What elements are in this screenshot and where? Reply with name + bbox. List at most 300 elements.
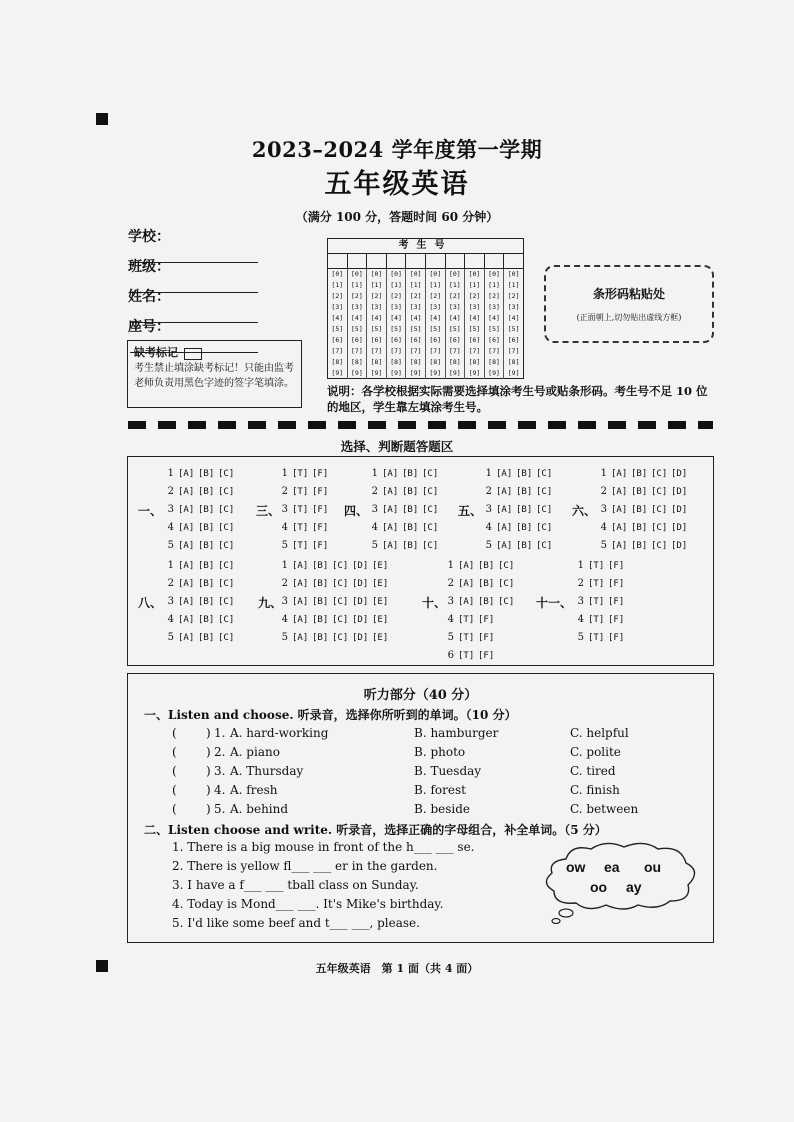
answer-bubble[interactable]: [C] <box>536 523 553 533</box>
answer-bubble[interactable]: [B] <box>631 505 648 515</box>
digit-bubble[interactable]: [0] <box>488 270 500 278</box>
digit-bubble[interactable]: [4] <box>448 314 461 322</box>
digit-bubble[interactable]: [0] <box>448 270 461 278</box>
exam-number-digit-box[interactable] <box>367 254 387 268</box>
absent-checkbox[interactable] <box>184 348 202 360</box>
answer-bubble[interactable]: [B] <box>478 579 495 589</box>
answer-bubble[interactable]: [A] <box>178 561 195 571</box>
digit-bubble[interactable]: [0] <box>409 270 422 278</box>
answer-bubble[interactable]: [B] <box>516 487 533 497</box>
dashed-divider <box>128 421 713 429</box>
digit-bubble[interactable]: [6] <box>468 336 481 344</box>
name-field[interactable]: 姓名： <box>128 286 293 323</box>
answer-bubble[interactable]: [C] <box>651 469 668 479</box>
answer-bubble[interactable]: [F] <box>608 561 625 571</box>
digit-bubble[interactable]: [3] <box>448 303 461 311</box>
digit-bubble[interactable]: [9] <box>429 369 442 377</box>
answer-bubble[interactable]: [B] <box>516 469 533 479</box>
exam-number-grid <box>327 238 524 379</box>
answer-bubble[interactable]: [F] <box>478 615 495 625</box>
answer-bubble[interactable]: [A] <box>458 561 475 571</box>
answer-bubble[interactable]: [T] <box>588 561 605 571</box>
question-number: 4 <box>167 614 174 625</box>
answer-bubble[interactable]: [T] <box>458 633 475 643</box>
answer-bubble[interactable]: [E] <box>372 561 389 571</box>
answer-bubble[interactable]: [F] <box>608 579 625 589</box>
answer-paren[interactable]: ) <box>206 802 211 816</box>
digit-bubble[interactable]: [1] <box>488 281 500 289</box>
answer-bubble[interactable]: [D] <box>671 487 688 497</box>
digit-bubble[interactable]: [9] <box>409 369 422 377</box>
answer-paren[interactable]: ( <box>172 783 177 797</box>
answer-bubble[interactable]: [B] <box>198 541 215 551</box>
answer-bubble[interactable]: [A] <box>611 469 628 479</box>
digit-bubble[interactable]: [3] <box>488 303 500 311</box>
digit-bubble[interactable]: [7] <box>488 347 500 355</box>
answer-bubble[interactable]: [C] <box>498 597 515 607</box>
digit-bubble[interactable]: [9] <box>351 369 363 377</box>
answer-bubble[interactable]: [C] <box>218 505 235 515</box>
digit-bubble[interactable]: [6] <box>507 336 520 344</box>
digit-bubble[interactable]: [1] <box>507 281 520 289</box>
answer-bubble[interactable]: [B] <box>631 469 648 479</box>
digit-bubble[interactable]: [4] <box>370 314 383 322</box>
digit-bubble[interactable]: [4] <box>488 314 500 322</box>
answer-bubble[interactable]: [D] <box>352 579 369 589</box>
answer-bubble[interactable]: [B] <box>516 523 533 533</box>
digit-bubble[interactable]: [1] <box>370 281 383 289</box>
digit-bubble[interactable]: [3] <box>370 303 383 311</box>
answer-bubble[interactable]: [A] <box>458 579 475 589</box>
digit-bubble[interactable]: [6] <box>390 336 402 344</box>
answer-bubble[interactable]: [C] <box>536 487 553 497</box>
answer-bubble[interactable]: [F] <box>312 487 329 497</box>
digit-bubble[interactable]: [8] <box>507 358 520 366</box>
answer-bubble[interactable]: [C] <box>218 597 235 607</box>
digit-bubble[interactable]: [0] <box>390 270 402 278</box>
answer-bubble[interactable]: [F] <box>608 633 625 643</box>
answer-bubble[interactable]: [C] <box>422 541 439 551</box>
answer-bubble[interactable]: [F] <box>312 505 329 515</box>
fill-item: 5. I'd like some beef and t___ ___, please. <box>172 916 420 930</box>
digit-bubble[interactable]: [2] <box>468 292 481 300</box>
answer-row <box>278 537 332 555</box>
answer-bubble[interactable]: [T] <box>292 523 309 533</box>
digit-bubble[interactable]: [1] <box>448 281 461 289</box>
answer-bubble[interactable]: [C] <box>332 561 349 571</box>
answer-bubble[interactable]: [B] <box>198 597 215 607</box>
answer-paren[interactable]: ( <box>172 745 177 759</box>
answer-section-label: 十、 <box>422 596 447 610</box>
answer-paren[interactable]: ( <box>172 726 177 740</box>
digit-bubble[interactable]: [8] <box>370 358 383 366</box>
digit-bubble[interactable]: [5] <box>488 325 500 333</box>
exam-number-digit-box[interactable] <box>406 254 426 268</box>
answer-bubble[interactable]: [C] <box>218 579 235 589</box>
answer-bubble[interactable]: [A] <box>178 615 195 625</box>
answer-bubble[interactable]: [E] <box>372 579 389 589</box>
answer-bubble[interactable]: [A] <box>611 505 628 515</box>
digit-bubble[interactable]: [1] <box>390 281 402 289</box>
exam-number-digit-box[interactable] <box>465 254 485 268</box>
answer-bubble[interactable]: [C] <box>651 541 668 551</box>
digit-bubble[interactable]: [2] <box>390 292 402 300</box>
answer-paren[interactable]: ( <box>172 764 177 778</box>
digit-bubble[interactable]: [3] <box>351 303 363 311</box>
digit-bubble[interactable]: [7] <box>429 347 442 355</box>
school-field[interactable]: 学校： <box>128 226 293 263</box>
answer-bubble[interactable]: [A] <box>178 523 195 533</box>
digit-bubble[interactable]: [1] <box>409 281 422 289</box>
answer-bubble[interactable]: [T] <box>292 505 309 515</box>
answer-bubble[interactable]: [B] <box>631 523 648 533</box>
digit-bubble[interactable]: [6] <box>429 336 442 344</box>
digit-bubble[interactable]: [0] <box>429 270 442 278</box>
digit-bubble[interactable]: [2] <box>448 292 461 300</box>
answer-bubble[interactable]: [A] <box>496 487 513 497</box>
answer-bubble[interactable]: [B] <box>198 633 215 643</box>
digit-bubble[interactable]: [9] <box>331 369 344 377</box>
answer-bubble[interactable]: [T] <box>292 469 309 479</box>
answer-bubble[interactable]: [C] <box>422 469 439 479</box>
class-field[interactable]: 班级： <box>128 256 293 293</box>
instructions-note: 说明：各学校根据实际需要选择填涂考生号或贴条形码。考生号不足 10 位的地区，学生靠左填涂考生号。 <box>327 384 708 414</box>
digit-bubble[interactable]: [9] <box>448 369 461 377</box>
digit-bubble[interactable]: [7] <box>468 347 481 355</box>
answer-bubble[interactable]: [C] <box>218 633 235 643</box>
answer-bubble[interactable]: [A] <box>178 597 195 607</box>
digit-bubble[interactable]: [5] <box>370 325 383 333</box>
question-number: 5 <box>577 632 584 643</box>
answer-bubble[interactable]: [B] <box>198 615 215 625</box>
answer-bubble[interactable]: [C] <box>422 523 439 533</box>
answer-bubble[interactable]: [A] <box>382 505 399 515</box>
digit-bubble[interactable]: [6] <box>351 336 363 344</box>
answer-bubble[interactable]: [B] <box>402 469 419 479</box>
digit-bubble[interactable]: [6] <box>409 336 422 344</box>
answer-bubble[interactable]: [E] <box>372 633 389 643</box>
seat-field[interactable]: 座号： <box>128 316 293 353</box>
answer-bubble[interactable]: [A] <box>292 615 309 625</box>
answer-bubble[interactable]: [T] <box>588 633 605 643</box>
digit-bubble[interactable]: [8] <box>331 358 344 366</box>
answer-bubble[interactable]: [B] <box>312 597 329 607</box>
digit-bubble[interactable]: [9] <box>370 369 383 377</box>
answer-bubble[interactable]: [B] <box>312 561 329 571</box>
digit-bubble[interactable]: [2] <box>507 292 520 300</box>
answer-bubble[interactable]: [D] <box>671 469 688 479</box>
digit-bubble[interactable]: [8] <box>409 358 422 366</box>
digit-bubble[interactable]: [5] <box>351 325 363 333</box>
option-b: B. Tuesday <box>414 764 482 778</box>
answer-bubble[interactable]: [A] <box>178 487 195 497</box>
exam-number-digit-box[interactable] <box>485 254 505 268</box>
answer-bubble[interactable]: [D] <box>352 561 369 571</box>
digit-bubble[interactable]: [0] <box>331 270 344 278</box>
digit-bubble[interactable]: [4] <box>507 314 520 322</box>
answer-bubble[interactable]: [B] <box>478 597 495 607</box>
answer-paren[interactable]: ( <box>172 802 177 816</box>
exam-number-digit-box[interactable] <box>426 254 446 268</box>
question-number: 5 <box>447 632 454 643</box>
answer-bubble[interactable]: [A] <box>382 523 399 533</box>
answer-bubble[interactable]: [C] <box>536 541 553 551</box>
digit-bubble[interactable]: [0] <box>468 270 481 278</box>
answer-bubble[interactable]: [C] <box>651 487 668 497</box>
answer-bubble[interactable]: [E] <box>372 615 389 625</box>
answer-bubble[interactable]: [A] <box>178 469 195 479</box>
digit-bubble[interactable]: [1] <box>468 281 481 289</box>
digit-bubble[interactable]: [2] <box>409 292 422 300</box>
answer-bubble[interactable]: [C] <box>332 615 349 625</box>
answer-row <box>482 519 556 537</box>
answer-bubble[interactable]: [A] <box>611 541 628 551</box>
digit-bubble[interactable]: [9] <box>390 369 402 377</box>
digit-bubble[interactable]: [8] <box>448 358 461 366</box>
answer-bubble[interactable]: [B] <box>312 579 329 589</box>
digit-bubble[interactable]: [6] <box>448 336 461 344</box>
digit-bubble[interactable]: [5] <box>429 325 442 333</box>
answer-section-block <box>368 465 442 555</box>
answer-bubble[interactable]: [B] <box>631 487 648 497</box>
exam-subject-title: 五年级英语 <box>324 169 470 200</box>
answer-bubble[interactable]: [C] <box>218 615 235 625</box>
answer-bubble[interactable]: [C] <box>498 561 515 571</box>
exam-number-digit-box[interactable] <box>387 254 407 268</box>
digit-bubble[interactable]: [6] <box>488 336 500 344</box>
answer-bubble[interactable]: [C] <box>498 579 515 589</box>
answer-bubble[interactable]: [F] <box>608 597 625 607</box>
answer-bubble[interactable]: [F] <box>608 615 625 625</box>
answer-bubble[interactable]: [T] <box>458 651 475 661</box>
exam-number-digit-box[interactable] <box>504 254 523 268</box>
answer-bubble[interactable]: [B] <box>516 505 533 515</box>
digit-bubble[interactable]: [6] <box>370 336 383 344</box>
answer-paren[interactable]: ) <box>206 783 211 797</box>
answer-bubble[interactable]: [C] <box>536 505 553 515</box>
answer-bubble[interactable]: [F] <box>312 541 329 551</box>
digit-bubble[interactable]: [3] <box>468 303 481 311</box>
option-a: A. piano <box>230 745 280 759</box>
digit-bubble[interactable]: [0] <box>507 270 520 278</box>
digit-bubble[interactable]: [5] <box>448 325 461 333</box>
answer-bubble[interactable]: [T] <box>588 579 605 589</box>
answer-row <box>482 465 556 483</box>
digit-bubble[interactable]: [3] <box>390 303 402 311</box>
answer-bubble[interactable]: [A] <box>292 561 309 571</box>
digit-bubble[interactable]: [9] <box>488 369 500 377</box>
digit-bubble[interactable]: [4] <box>390 314 402 322</box>
part1-heading: 一、Listen and choose. 听录音，选择你所听到的单词。（10 分） <box>144 708 517 722</box>
answer-bubble[interactable]: [A] <box>178 541 195 551</box>
answer-bubble[interactable]: [B] <box>198 579 215 589</box>
answer-bubble[interactable]: [F] <box>478 651 495 661</box>
digit-bubble[interactable]: [5] <box>468 325 481 333</box>
digit-bubble[interactable]: [2] <box>488 292 500 300</box>
digit-bubble[interactable]: [8] <box>351 358 363 366</box>
answer-paren[interactable]: ) <box>206 726 211 740</box>
digit-bubble[interactable]: [5] <box>507 325 520 333</box>
exam-number-column <box>426 269 446 379</box>
digit-bubble[interactable]: [8] <box>390 358 402 366</box>
answer-bubble[interactable]: [C] <box>218 561 235 571</box>
answer-bubble[interactable]: [A] <box>382 469 399 479</box>
answer-bubble[interactable]: [B] <box>402 523 419 533</box>
answer-bubble[interactable]: [D] <box>352 597 369 607</box>
digit-bubble[interactable]: [7] <box>507 347 520 355</box>
answer-bubble[interactable]: [F] <box>312 523 329 533</box>
answer-bubble[interactable]: [A] <box>178 505 195 515</box>
answer-bubble[interactable]: [B] <box>402 541 419 551</box>
answer-bubble[interactable]: [A] <box>382 541 399 551</box>
answer-bubble[interactable]: [A] <box>292 633 309 643</box>
answer-bubble[interactable]: [F] <box>312 469 329 479</box>
answer-bubble[interactable]: [B] <box>402 487 419 497</box>
answer-bubble[interactable]: [B] <box>198 523 215 533</box>
answer-bubble[interactable]: [C] <box>218 487 235 497</box>
answer-bubble[interactable]: [C] <box>332 579 349 589</box>
digit-bubble[interactable]: [2] <box>351 292 363 300</box>
answer-sheet-area <box>127 456 714 666</box>
answer-bubble[interactable]: [E] <box>372 597 389 607</box>
answer-bubble[interactable]: [T] <box>292 541 309 551</box>
digit-bubble[interactable]: [0] <box>370 270 383 278</box>
exam-number-digit-box[interactable] <box>348 254 368 268</box>
answer-bubble[interactable]: [B] <box>631 541 648 551</box>
answer-bubble[interactable]: [C] <box>422 487 439 497</box>
digit-bubble[interactable]: [7] <box>390 347 402 355</box>
answer-bubble[interactable]: [A] <box>292 579 309 589</box>
digit-bubble[interactable]: [7] <box>370 347 383 355</box>
answer-bubble[interactable]: [C] <box>651 523 668 533</box>
answer-bubble[interactable]: [A] <box>178 633 195 643</box>
answer-bubble[interactable]: [A] <box>382 487 399 497</box>
answer-section-label: 四、 <box>344 504 369 518</box>
answer-row <box>444 647 518 665</box>
digit-bubble[interactable]: [2] <box>429 292 442 300</box>
answer-bubble[interactable]: [B] <box>312 615 329 625</box>
answer-bubble[interactable]: [A] <box>496 523 513 533</box>
answer-bubble[interactable]: [B] <box>198 487 215 497</box>
digit-bubble[interactable]: [4] <box>429 314 442 322</box>
answer-bubble[interactable]: [C] <box>218 541 235 551</box>
answer-row <box>597 537 691 555</box>
answer-bubble[interactable]: [A] <box>496 541 513 551</box>
digit-bubble[interactable]: [3] <box>409 303 422 311</box>
digit-bubble[interactable]: [3] <box>331 303 344 311</box>
digit-bubble[interactable]: [4] <box>331 314 344 322</box>
option-c: C. helpful <box>570 726 629 740</box>
digit-bubble[interactable]: [5] <box>331 325 344 333</box>
answer-bubble[interactable]: [D] <box>671 505 688 515</box>
digit-bubble[interactable]: [0] <box>351 270 363 278</box>
answer-bubble[interactable]: [A] <box>178 579 195 589</box>
answer-bubble[interactable]: [D] <box>352 615 369 625</box>
digit-bubble[interactable]: [9] <box>468 369 481 377</box>
answer-bubble[interactable]: [T] <box>588 615 605 625</box>
answer-row <box>164 465 238 483</box>
answer-bubble[interactable]: [A] <box>611 523 628 533</box>
answer-bubble[interactable]: [B] <box>312 633 329 643</box>
answer-bubble[interactable]: [D] <box>352 633 369 643</box>
answer-bubble[interactable]: [C] <box>218 523 235 533</box>
digit-bubble[interactable]: [8] <box>488 358 500 366</box>
answer-bubble[interactable]: [B] <box>198 561 215 571</box>
answer-bubble[interactable]: [C] <box>536 469 553 479</box>
answer-bubble[interactable]: [B] <box>516 541 533 551</box>
answer-bubble[interactable]: [A] <box>611 487 628 497</box>
answer-bubble[interactable]: [T] <box>458 615 475 625</box>
digit-bubble[interactable]: [3] <box>429 303 442 311</box>
option-a: A. hard-working <box>230 726 329 740</box>
digit-bubble[interactable]: [7] <box>409 347 422 355</box>
answer-paren[interactable]: ) <box>206 764 211 778</box>
digit-bubble[interactable]: [6] <box>331 336 344 344</box>
answer-row <box>482 483 556 501</box>
digit-bubble[interactable]: [7] <box>351 347 363 355</box>
digit-bubble[interactable]: [2] <box>331 292 344 300</box>
digit-bubble[interactable]: [1] <box>331 281 344 289</box>
answer-bubble[interactable]: [B] <box>478 561 495 571</box>
answer-bubble[interactable]: [C] <box>218 469 235 479</box>
answer-bubble[interactable]: [A] <box>496 469 513 479</box>
exam-number-write-row[interactable] <box>328 254 523 269</box>
digit-bubble[interactable]: [8] <box>429 358 442 366</box>
answer-bubble[interactable]: [B] <box>198 469 215 479</box>
answer-bubble[interactable]: [C] <box>332 633 349 643</box>
answer-bubble[interactable]: [F] <box>478 633 495 643</box>
digit-bubble[interactable]: [2] <box>370 292 383 300</box>
answer-bubble[interactable]: [A] <box>292 597 309 607</box>
answer-bubble[interactable]: [D] <box>671 523 688 533</box>
question-number: 3 <box>600 504 607 515</box>
answer-row <box>574 593 628 611</box>
digit-bubble[interactable]: [1] <box>351 281 363 289</box>
digit-bubble[interactable]: [4] <box>468 314 481 322</box>
answer-bubble[interactable]: [A] <box>458 597 475 607</box>
digit-bubble[interactable]: [3] <box>507 303 520 311</box>
answer-bubble[interactable]: [D] <box>671 541 688 551</box>
answer-bubble[interactable]: [C] <box>332 597 349 607</box>
answer-bubble[interactable]: [T] <box>588 597 605 607</box>
answer-row <box>368 537 442 555</box>
digit-bubble[interactable]: [1] <box>429 281 442 289</box>
digit-bubble[interactable]: [5] <box>390 325 402 333</box>
answer-bubble[interactable]: [T] <box>292 487 309 497</box>
fill-item: 4. Today is Mond___ ___. It's Mike's birthday. <box>172 897 444 911</box>
digit-bubble[interactable]: [5] <box>409 325 422 333</box>
answer-row <box>482 501 556 519</box>
answer-bubble[interactable]: [B] <box>198 505 215 515</box>
answer-paren[interactable]: ) <box>206 745 211 759</box>
digit-bubble[interactable]: [7] <box>448 347 461 355</box>
answer-bubble[interactable]: [A] <box>496 505 513 515</box>
digit-bubble[interactable]: [9] <box>507 369 520 377</box>
answer-bubble[interactable]: [C] <box>651 505 668 515</box>
answer-section-label: 八、 <box>138 596 163 610</box>
digit-bubble[interactable]: [4] <box>351 314 363 322</box>
answer-row <box>164 575 238 593</box>
digit-bubble[interactable]: [4] <box>409 314 422 322</box>
exam-number-digit-box[interactable] <box>328 254 348 268</box>
answer-bubble[interactable]: [C] <box>422 505 439 515</box>
exam-number-digit-box[interactable] <box>446 254 466 268</box>
digit-bubble[interactable]: [7] <box>331 347 344 355</box>
answer-bubble[interactable]: [B] <box>402 505 419 515</box>
answer-section-label: 三、 <box>256 504 281 518</box>
digit-bubble[interactable]: [8] <box>468 358 481 366</box>
question-number: 3 <box>167 596 174 607</box>
